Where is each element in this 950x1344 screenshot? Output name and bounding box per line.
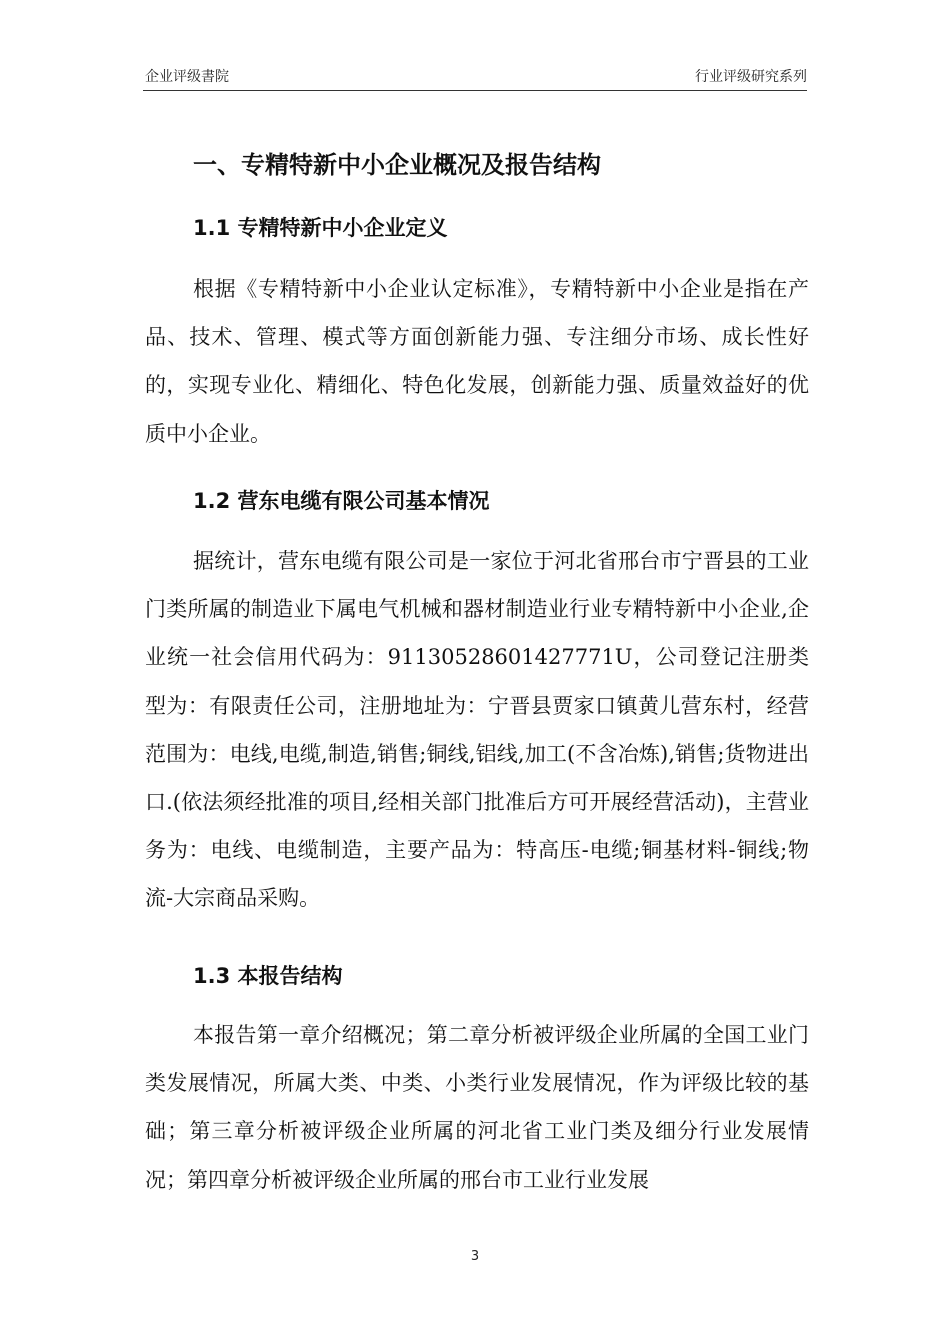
section-body-1-2: 据统计，营东电缆有限公司是一家位于河北省邢台市宁晋县的工业门类所属的制造业下属电气机械和器材制造业行业专精特新中小企业,企业统一社会信用代码为：91130528601427771U，公司登记注册类型为：有限责任公司，注册地址为：宁晋县贾家口镇黄儿营东村，经营范围为：电线,电缆,制造,销售;铜线,铝线,加工(不含冶炼),销售;货物进出口.(依法须经批准的项目,经相关部门批准后方可开展经营活动)，主营业务为：电线、电缆制造，主要产品为：特高压-电缆;铜基材料-铜线;物流-大宗商品采购。: [145, 549, 809, 911]
section-body-1-3: 本报告第一章介绍概况；第二章分析被评级企业所属的全国工业门类发展情况，所属大类、中类、小类行业发展情况，作为评级比较的基础；第三章分析被评级企业所属的河北省工业门类及细分行业发展情况；第四章分析被评级企业所属的邢台市工业行业发展: [145, 1023, 809, 1192]
section-heading-1-2: 1.2 营东电缆有限公司基本情况: [193, 489, 490, 513]
section-heading-1-1: 1.1 专精特新中小企业定义: [193, 216, 448, 240]
chapter-title: 一、专精特新中小企业概况及报告结构: [193, 151, 601, 179]
header-left-text: 企业评级書院: [145, 69, 229, 85]
section-heading-1-3: 1.3 本报告结构: [193, 964, 343, 988]
section-body-1-1: 根据《专精特新中小企业认定标准》，专精特新中小企业是指在产品、技术、管理、模式等方面创新能力强、专注细分市场、成长性好的，实现专业化、精细化、特色化发展，创新能力强、质量效益好的优质中小企业。: [145, 277, 809, 446]
header-right-text: 行业评级研究系列: [695, 69, 807, 85]
header-divider: [143, 90, 807, 91]
page-number: 3: [470, 1249, 480, 1264]
